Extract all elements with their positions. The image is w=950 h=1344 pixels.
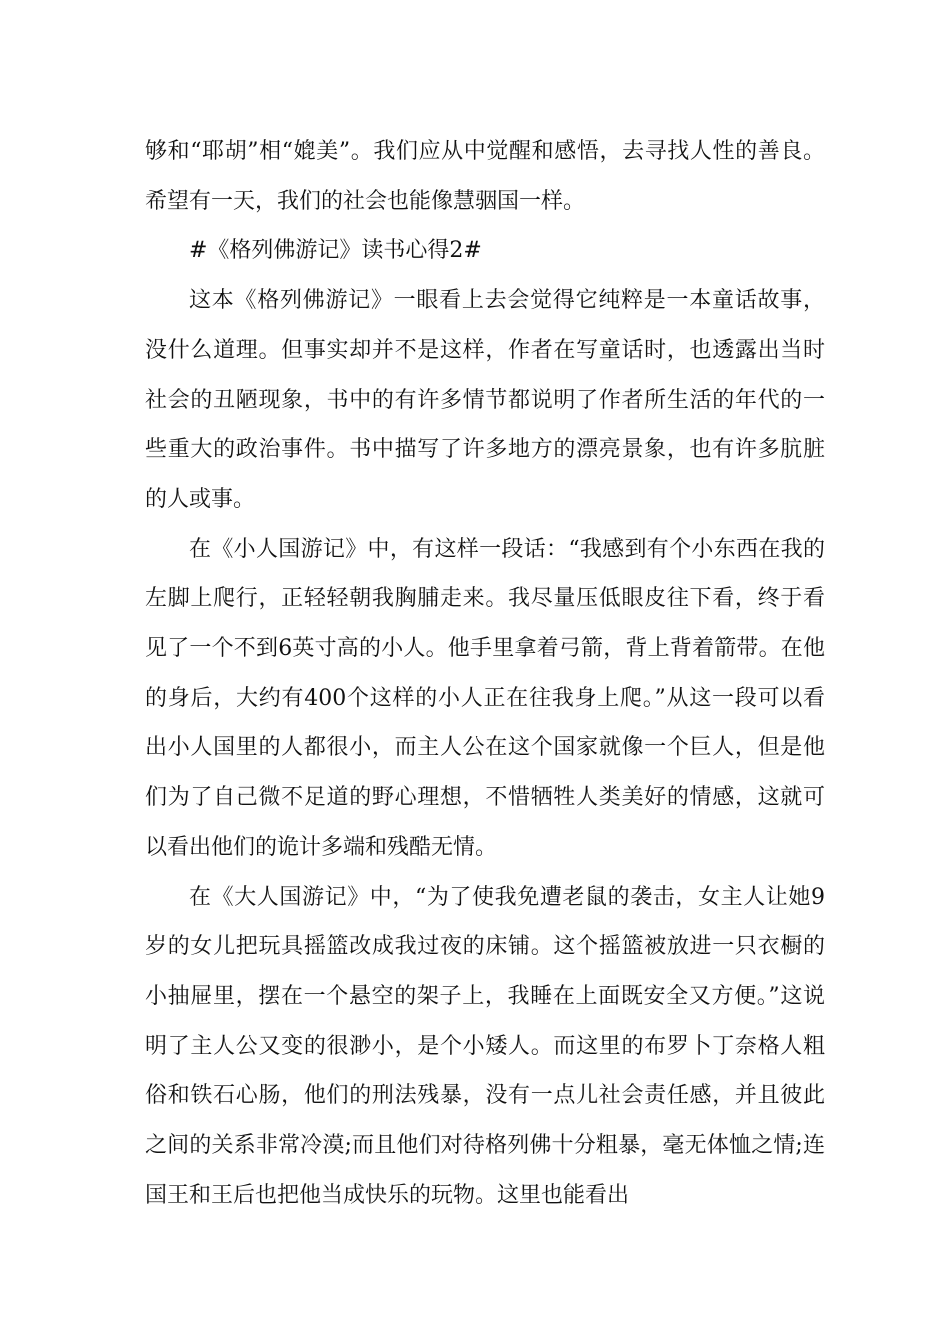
paragraph-continuation: 够和“耶胡”相“媲美”。我们应从中觉醒和感悟，去寻找人性的善良。希望有一天，我们的社会也能像慧骃国一样。 bbox=[145, 139, 825, 214]
document-body bbox=[145, 127, 825, 1220]
paragraph-brobdingnag: 在《大人国游记》中，“为了使我免遭老鼠的袭击，女主人让她9岁的女儿把玩具摇篮改成我过夜的床铺。这个摇篮被放进一只衣橱的小抽屉里，摆在一个悬空的架子上，我睡在上面既安全又方便。”这说明了主人公又变的很渺小，是个小矮人。而这里的布罗卜丁奈格人粗俗和铁石心肠，他们的刑法残暴，没有一点儿社会责任感，并且彼此之间的关系非常冷漠;而且他们对待格列佛十分粗暴，毫无体恤之情;连国王和王后也把他当成快乐的玩物。这里也能看出 bbox=[145, 884, 825, 1208]
paragraph-lilliput: 在《小人国游记》中，有这样一段话：“我感到有个小东西在我的左脚上爬行，正轻轻朝我胸脯走来。我尽量压低眼皮往下看，终于看见了一个不到6英寸高的小人。他手里拿着弓箭，背上背着箭带。在他的身后，大约有400个这样的小人正在往我身上爬。”从这一段可以看出小人国里的人都很小，而主人公在这个国家就像一个巨人，但是他们为了自己微不足道的野心理想，不惜牺牲人类美好的情感，这就可以看出他们的诡计多端和残酷无情。 bbox=[145, 536, 825, 860]
paragraph-intro: 这本《格列佛游记》一眼看上去会觉得它纯粹是一本童话故事，没什么道理。但事实却并不是这样，作者在写童话时，也透露出当时社会的丑陋现象，书中的有许多情节都说明了作者所生活的年代的一些重大的政治事件。书中描写了许多地方的漂亮景象，也有许多肮脏的人或事。 bbox=[145, 288, 825, 512]
section-heading: #《格列佛游记》读书心得2# bbox=[189, 238, 482, 264]
